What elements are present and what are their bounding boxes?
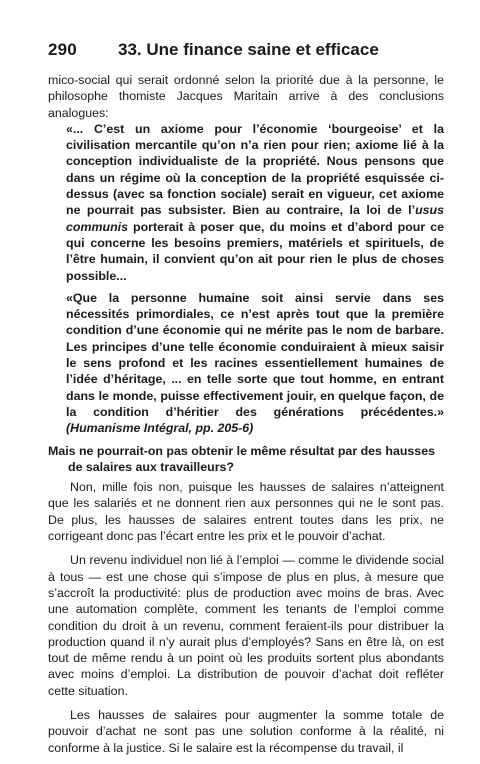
quote-1-part-2: porterait à poser que, du moins et d’abord pour ce qui concerne les besoins premiers, matériels et spirituels, de l’être humain, il convient qu’on ait pour rien le plus de choses possible... [66, 219, 444, 283]
quote-2-text: «Que la personne humaine soit ainsi servie dans ses nécessités primordiales, ce n’est après tout que la première condition d’une économie qui ne mérite pas le nom de barbare. Les principes d’une telle économie conduiraient à mieux saisir le sens profond et les racines essentiellement humaines de l’idée d’héritage, ... en telle sorte que tout homme, en entrant dans le monde, puisse effectivement jouir, en quelque façon, de la condition d’héritier des générations précédentes.» [66, 290, 444, 419]
question-line-2: de salaires aux travailleurs? [68, 459, 234, 474]
page-header [48, 40, 444, 66]
question-line-1: Mais ne pourrait-on pas obtenir le même résultat par des hausses [48, 443, 435, 458]
paragraph: Non, mille fois non, puisque les hausses de salaires n’atteignent que les salariés et ne donnent rien aux personnes qui ne le sont pas. De plus, les hausses de salaires entrent toutes dans les prix, ne corrigeant donc pas l’écart entre les prix et le pouvoir d’achat. [48, 480, 444, 544]
body-text [48, 72, 444, 764]
page-number: 290 [48, 40, 77, 59]
quote-1-part-1: «... C’est un axiome pour l’économie ‘bourgeoise’ et la civilisation mercantile qu’on n’a rien pour rien; axiome lié à la conception individualiste de la propriété. Nous pensons que dans un régime où la conception de la propriété esquissée ci-dessus (avec sa fonction sociale) serait en vigueur, cet axiome ne pourrait pas subsister. Bien au contraire, la loi de l’ [66, 121, 444, 218]
paragraph: Les hausses de salaires pour augmenter la somme totale de pouvoir d’achat ne sont pas une solution conforme à la réalité, ni conforme à la justice. Si le salaire est la récompense du travail, il [48, 707, 444, 755]
quote-2-citation: (Humanisme Intégral, pp. 205-6) [66, 421, 254, 436]
quote-1-latin-term: usus communis [66, 203, 444, 234]
intro-paragraph: mico-social qui serait ordonné selon la priorité due à la personne, le philosophe thomiste Jacques Maritain arrive à des conclusions analogues: [48, 73, 444, 120]
chapter-title: 33. Une finance saine et efficace [118, 40, 379, 59]
quote-maritain-1 [48, 121, 444, 284]
section-question [48, 443, 444, 476]
paragraph: Un revenu individuel non lié à l’emploi — comme le dividende social à tous — est une chose qui s’impose de plus en plus, à mesure que s’accroît la productivité: plus de production avec moins de bras. Avec une automation complète, comment les tenants de l’emploi comme condition du droit à un revenu, comment feraient-ils pour distribuer la production quand il n’y aurait plus d’employés? Sans en être là, on est tout de même rendu à un point où les produits sortent plus abondants avec moins d’emploi. La distribution de pouvoir d’achat doit refléter cette situation. [48, 553, 444, 698]
quote-maritain-2 [48, 290, 444, 437]
